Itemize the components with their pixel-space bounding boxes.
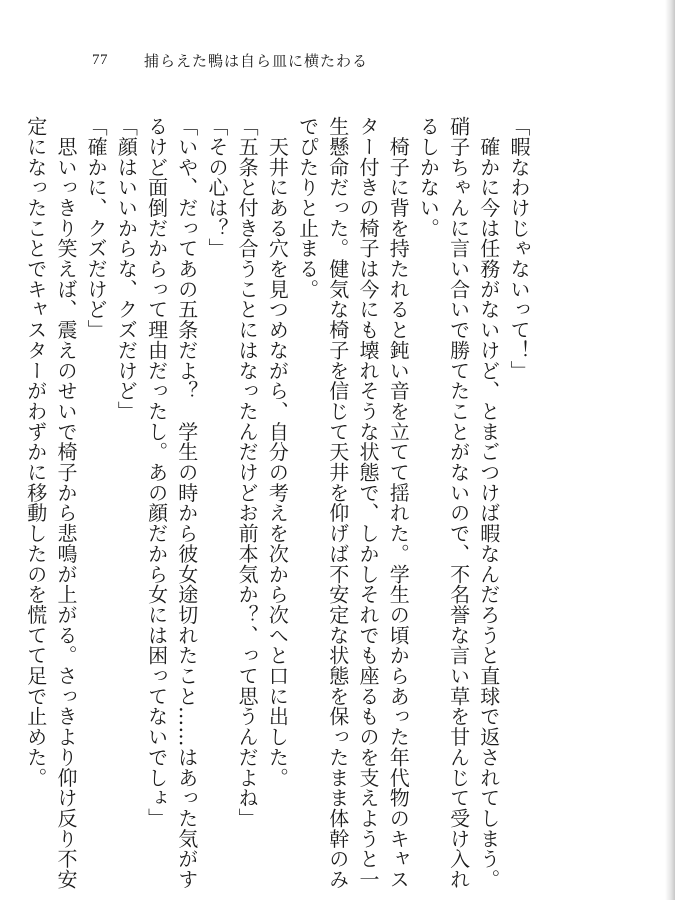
text-line: ター付きの椅子は今にも壊れそうな状態で、しかしそれでも座るものを支えようと一 xyxy=(355,116,380,890)
page-edge-shadow xyxy=(665,0,675,900)
text-line: 「暇なわけじゃないって！」 xyxy=(507,116,531,381)
page-number: 77 xyxy=(92,51,108,68)
text-line: 「その心は？」 xyxy=(204,116,229,259)
body-text xyxy=(23,116,534,890)
text-line: るしかない。 xyxy=(416,116,441,239)
text-line: 「五条と付き合うことにはなったんだけどお前本気か？、って思うんだよね」 xyxy=(235,116,260,829)
text-line: 定になったことでキャスターがわずかに移動したのを慌てて足で止めた。 xyxy=(23,116,48,788)
text-line: 「顔はいいからな、クズだけど」 xyxy=(114,116,139,422)
text-line: 椅子に背を持たれると鈍い音を立てて揺れた。学生の頃からあった年代物のキャス xyxy=(386,116,411,890)
text-line: 硝子ちゃんに言い合いで勝てたことがないので、不名誉な言い草を甘んじて受け入れ xyxy=(446,116,471,890)
text-line: 生懸命だった。健気な椅子を信じて天井を仰げば不安定な状態を保ったまま体幹のみ xyxy=(325,116,350,890)
text-line: 「確かに、クズだけど」 xyxy=(84,116,109,340)
text-line: 「いや、だってあの五条だよ？ 学生の時から彼女途切れたこと……はあった気がす xyxy=(174,116,199,890)
running-header xyxy=(92,48,368,72)
text-line: でぴたりと止まる。 xyxy=(295,116,320,300)
text-line: 思いっきり笑えば、震えのせいで椅子から悲鳴が上がる。さっきより仰け反り不安 xyxy=(53,116,78,890)
text-line: 確かに今は任務がないけど、とまごつけば暇なんだろうと直球で返されてしまう。 xyxy=(476,116,501,890)
chapter-title: 捕らえた鴨は自ら皿に横たわる xyxy=(144,51,369,70)
text-line: 天井にある穴を見つめながら、自分の考えを次から次へと口に出した。 xyxy=(265,116,290,788)
text-line: るけど面倒だからって理由だったし。あの顔だから女には困ってないでしょ」 xyxy=(144,116,169,829)
